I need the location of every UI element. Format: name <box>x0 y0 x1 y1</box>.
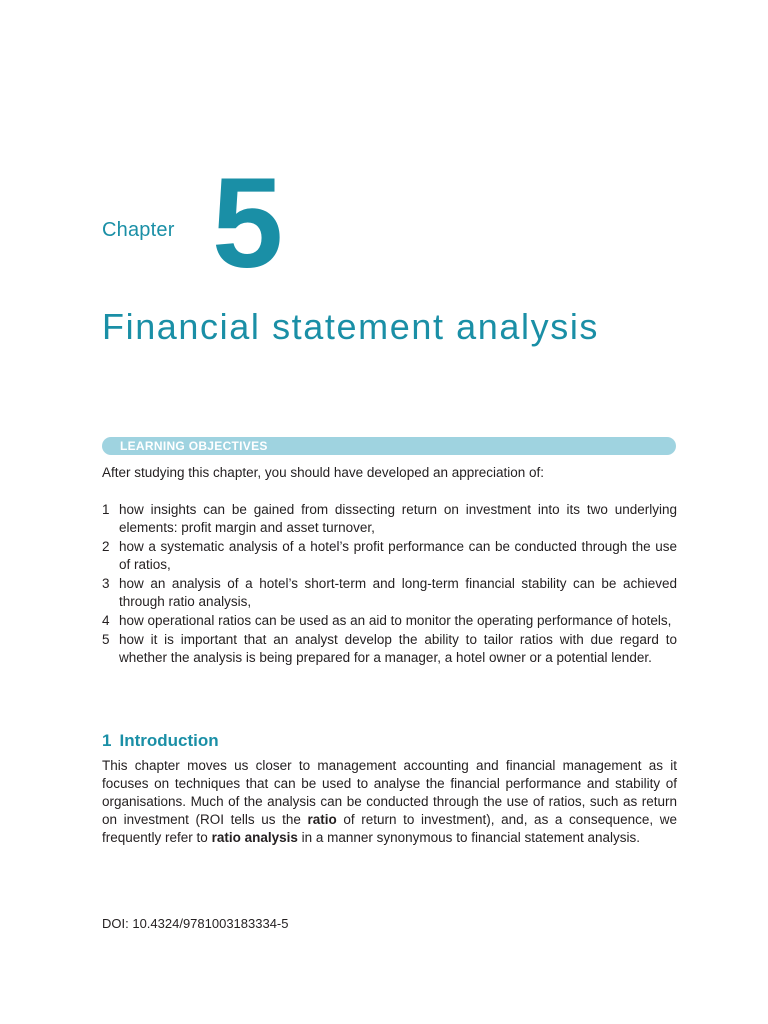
emphasis-ratio-analysis: ratio analysis <box>211 830 298 845</box>
section-title: Introduction <box>119 731 219 750</box>
objective-number: 4 <box>102 613 110 628</box>
section-number: 1 <box>102 731 112 750</box>
chapter-label: Chapter <box>102 219 175 241</box>
objective-item <box>102 612 677 630</box>
objective-number: 5 <box>102 632 110 647</box>
learning-objectives-heading: LEARNING OBJECTIVES <box>120 439 268 453</box>
objective-item <box>102 538 677 574</box>
objective-item <box>102 501 677 537</box>
emphasis-ratio: ratio <box>307 812 337 827</box>
paragraph-text: in a manner synonymous to financial statement analysis. <box>297 830 641 845</box>
chapter-number: 5 <box>212 152 284 295</box>
objective-item <box>102 631 677 667</box>
paragraph-text: of return to investment), and, as a consequence, we frequently refer to <box>102 812 677 845</box>
objective-text: how it is important that an analyst develop the ability to tailor ratios with due regard to whether the analysis is being prepared for a manager, a hotel owner or a potential lender. <box>119 632 677 665</box>
learning-objectives-banner <box>102 437 676 455</box>
objective-text: how insights can be gained from dissecting return on investment into its two underlying elements: profit margin and asset turnover, <box>119 502 677 535</box>
objectives-intro: After studying this chapter, you should have developed an appreciation of: <box>102 465 545 480</box>
objective-number: 3 <box>102 576 110 591</box>
section-heading <box>102 730 219 752</box>
objective-text: how operational ratios can be used as an aid to monitor the operating performance of hotels, <box>119 613 672 628</box>
objectives-list <box>102 501 677 668</box>
paragraph-text: This chapter moves us closer to management accounting and financial management as it focuses on techniques that can be used to analyse the financial performance and stability of organisations. Much of the analysis can be conducted through the use of ratios, such as return on investment (ROI tells us the <box>102 758 677 827</box>
chapter-title: Financial statement analysis <box>102 306 600 347</box>
objective-number: 2 <box>102 539 110 554</box>
objective-text: how a systematic analysis of a hotel’s profit performance can be conducted through the use of ratios, <box>119 539 677 572</box>
objective-number: 1 <box>102 502 110 517</box>
objective-item <box>102 575 677 611</box>
doi-footer: DOI: 10.4324/9781003183334-5 <box>102 916 289 931</box>
introduction-paragraph <box>102 757 677 847</box>
objective-text: how an analysis of a hotel’s short-term and long-term financial stability can be achieved through ratio analysis, <box>119 576 677 609</box>
